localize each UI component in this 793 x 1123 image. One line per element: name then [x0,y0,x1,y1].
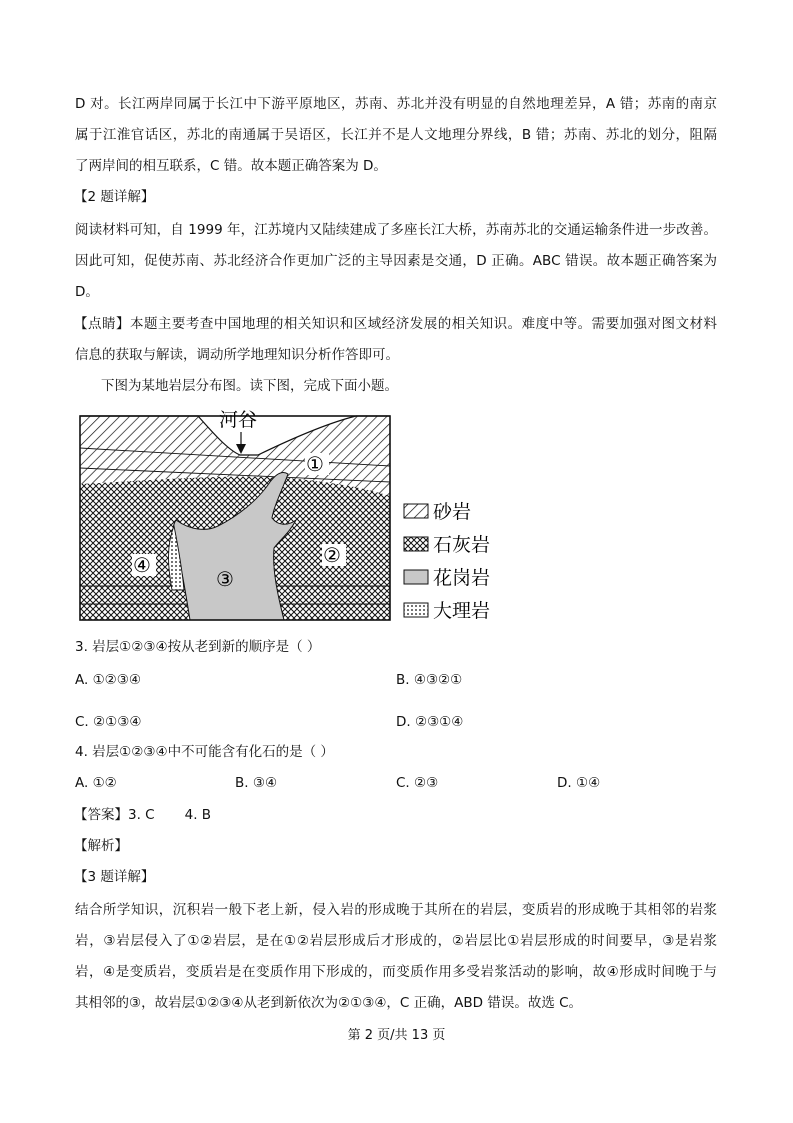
q4-option-d: D. ①④ [557,775,601,791]
paragraph-1-line-2: 属于江淮官话区，苏北的南通属于吴语区，长江并不是人文地理分界线，B 错；苏南、苏北的划分，阻隔 [75,127,717,143]
figure-intro: 下图为某地岩层分布图。读下图，完成下面小题。 [101,378,398,394]
q3-option-d: D. ②③①④ [396,714,464,730]
paragraph-3-line-3: 岩，④是变质岩，变质岩是在变质作用下形成的，而变质作用多受岩浆活动的影响，故④形成时间晚于与 [75,964,717,980]
layer-1-label: ① [306,452,324,476]
legend-swatch-sandstone [404,504,428,518]
valley-label: 河谷 [219,409,258,431]
legend-swatch-marble [404,603,428,617]
rock-strata-figure [78,408,508,626]
legend-label-granite: 花岗岩 [433,567,491,589]
answer-text: 3. C 4. B [128,807,212,823]
layer-2-label: ② [323,543,341,567]
q3-option-b: B. ④③②① [396,672,463,688]
answer-label: 【答案】 [74,807,128,823]
legend-label-sandstone: 砂岩 [433,501,472,523]
paragraph-3-line-1: 结合所学知识，沉积岩一般下老上新，侵入岩的形成晚于其所在的岩层，变质岩的形成晚于其相邻的岩浆 [75,902,717,918]
paragraph-1-line-1: D 对。长江两岸同属于长江中下游平原地区，苏南、苏北并没有明显的自然地理差异，A 错；苏南的南京 [75,96,717,112]
dianjing-line-1: 【点睛】本题主要考查中国地理的相关知识和区域经济发展的相关知识。难度中等。需要加强对图文材料 [74,316,717,332]
analysis-label: 【解析】 [74,838,128,854]
layer-3-label: ③ [216,567,234,591]
page-footer: 第 2 页/共 13 页 [347,1028,446,1043]
paragraph-2-line-1: 阅读材料可知，自 1999 年，江苏境内又陆续建成了多座长江大桥，苏南苏北的交通运输条件进一步改善。 [75,222,717,238]
paragraph-3-line-2: 岩，③岩层侵入了①②岩层，是在①②岩层形成后才形成的，②岩层比①岩层形成的时间要早，③是岩浆 [75,933,717,949]
q2-heading: 【2 题详解】 [74,189,155,205]
layer-4-label: ④ [133,553,151,577]
legend-swatch-limestone [404,537,428,551]
paragraph-2-line-2: 因此可知，促使苏南、苏北经济合作更加广泛的主导因素是交通，D 正确。ABC 错误。故本题正确答案为 [75,253,717,269]
q4-option-c: C. ②③ [396,775,439,791]
legend-swatch-granite [404,570,428,584]
q3-option-c: C. ②①③④ [75,714,142,730]
legend-label-limestone: 石灰岩 [433,534,491,556]
q4-stem: 4. 岩层①②③④中不可能含有化石的是（ ） [75,744,334,760]
legend-label-marble: 大理岩 [433,600,491,622]
q4-option-a: A. ①② [75,775,117,791]
legend [404,501,490,622]
answer-line [74,805,211,825]
q4-option-b: B. ③④ [235,775,278,791]
paragraph-2-line-3: D。 [75,284,99,300]
q3-heading: 【3 题详解】 [74,869,155,885]
q3-option-a: A. ①②③④ [75,672,141,688]
dianjing-line-2: 信息的获取与解读，调动所学地理知识分析作答即可。 [75,347,399,363]
arrow-down-icon [236,444,246,454]
paragraph-3-line-4: 其相邻的③，故岩层①②③④从老到新依次为②①③④，C 正确，ABD 错误。故选 C。 [75,995,583,1011]
paragraph-1-line-3: 了两岸间的相互联系，C 错。故本题正确答案为 D。 [75,158,387,174]
q3-stem: 3. 岩层①②③④按从老到新的顺序是（ ） [75,639,321,655]
